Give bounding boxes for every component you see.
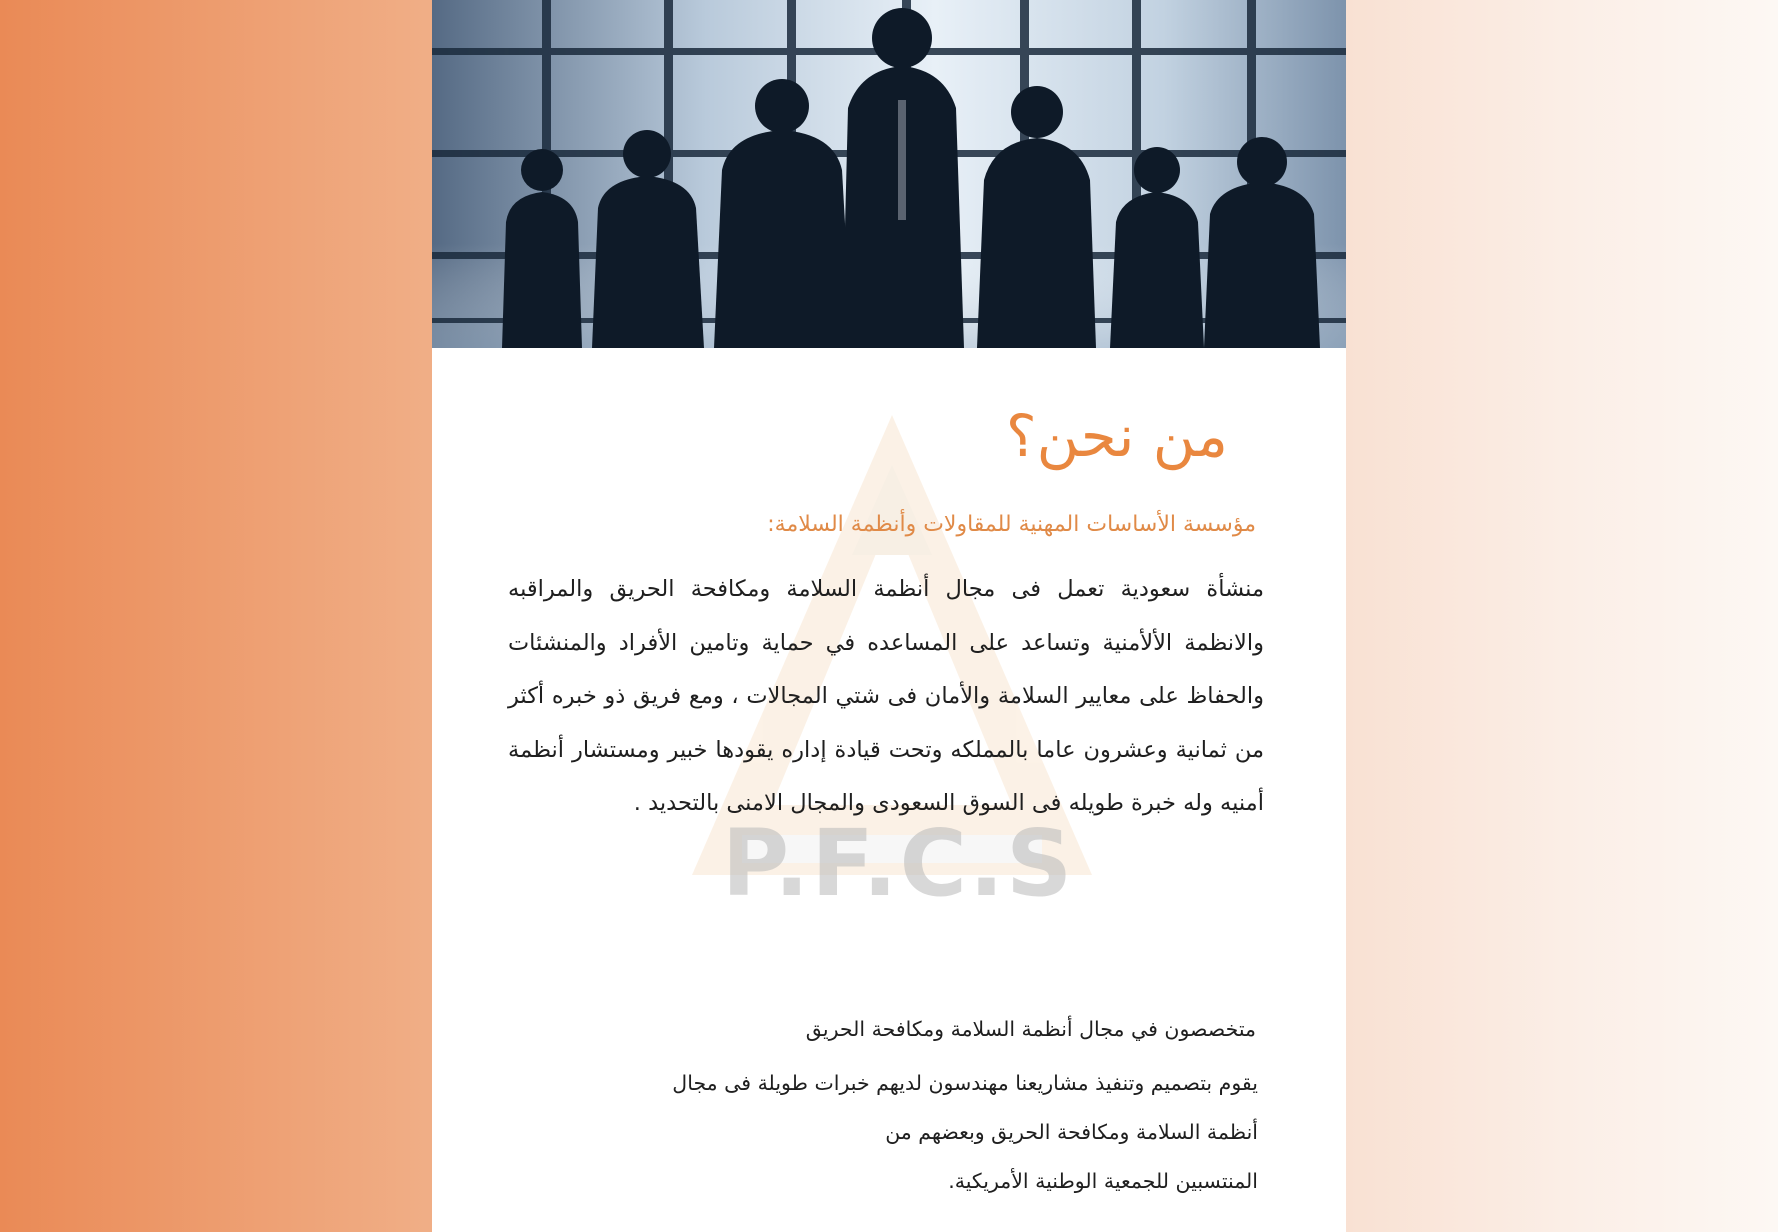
company-name: مؤسسة الأساسات المهنية للمقاولات وأنظمة السلامة: xyxy=(767,512,1256,537)
specialization-line-2: أنظمة السلامة ومكافحة الحريق وبعضهم من xyxy=(885,1120,1258,1144)
specialization-line-1: يقوم بتصميم وتنفيذ مشاريعنا مهندسون لديهم خبرات طويلة فى مجال xyxy=(672,1071,1258,1095)
company-description: منشأة سعودية تعمل فى مجال أنظمة السلامة ومكافحة الحريق والمراقبه والانظمة الألأمنية وتساعد على المساعده في حماية وتامين الأفراد والمنشئات والحفاظ على معايير السلامة والأمان فى شتي المجالات ، ومع فريق ذو خبره أكثر من ثمانية وعشرون عاما بالمملكه وتحت قيادة إداره يقودها خبير ومستشار أنظمة أمنيه وله خبرة طويله فى السوق السعودى والمجال الامنى بالتحديد . xyxy=(508,576,1264,816)
watermark-logo-text: P.F.C.S xyxy=(721,810,1075,917)
document-page xyxy=(432,0,1346,1232)
team-silhouette-photo xyxy=(432,0,1346,348)
specialization-heading: متخصصون في مجال أنظمة السلامة ومكافحة الحريق xyxy=(805,1017,1256,1041)
page-title: من نحن؟ xyxy=(1005,402,1228,470)
specialization-line-3: المنتسبين للجمعية الوطنية الأمريكية. xyxy=(948,1169,1258,1193)
specialization-text xyxy=(512,1059,1258,1206)
